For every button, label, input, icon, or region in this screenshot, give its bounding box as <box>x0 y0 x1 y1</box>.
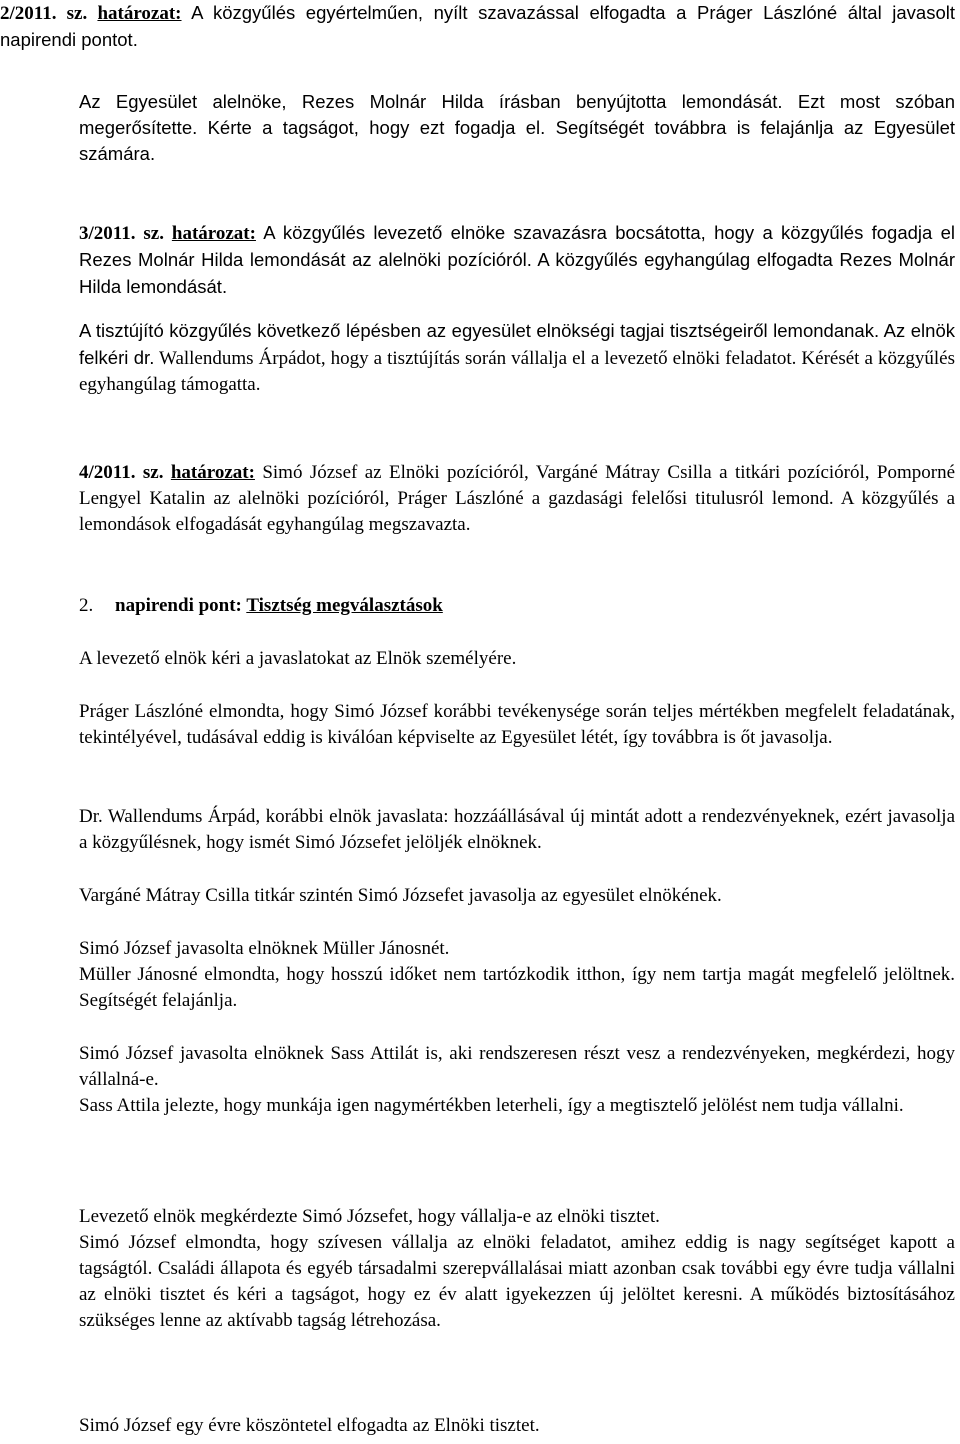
section-heading <box>79 593 443 619</box>
paragraph-text-sans: A tisztújító közgyűlés következő lépésben az egyesület elnökségi tagjai tisztségeiről lemondanak. Az elnök felkéri dr. <box>79 320 955 368</box>
section-title: Tisztség megválasztások <box>246 595 443 616</box>
resolution-number: 4/2011. sz. <box>79 462 164 483</box>
paragraph-muller-nomination: Simó József javasolta elnöknek Müller Jánosnét. <box>79 938 450 959</box>
resolution-text: Simó József az Elnöki pozícióról, Vargáné Mátray Csilla a titkári pozícióról, Pomporné Lengyel Katalin az alelnöki pozícióról, Práger Lászlóné a gazdasági felelősi titulusról lemond. A közgyűlés a lemondások elfogadását egyhangúlag megszavazta. <box>79 462 956 535</box>
section-label: napirendi pont: <box>115 595 242 616</box>
resolution-label: határozat: <box>171 223 256 244</box>
paragraph-vice-president-resignation: Az Egyesület alelnöke, Rezes Molnár Hilda írásban benyújtotta lemondását. Ezt most szóban megerősítette. Kérte a tagságot, hogy ezt fogadja el. Segítségét továbbra is felajánlja az Egyesület számára. <box>79 91 955 164</box>
section-number: 2. <box>79 595 94 616</box>
paragraph-sass-nomination: Simó József javasolta elnöknek Sass Attilát is, aki rendszeresen részt vesz a rendezvényeken, megkérdezi, hogy vállalná-e. <box>79 1043 955 1090</box>
resolution-label: határozat: <box>97 3 182 24</box>
resolution-2-2011 <box>0 0 955 54</box>
resolution-text: A közgyűlés levezető elnöke szavazásra bocsátotta, hogy a közgyűlés fogadja el Rezes Molnár Hilda lemondását az alelnöki pozícióról. A közgyűlés egyhangúlag elfogadta Rezes Molnár Hilda lemondását. <box>79 222 956 297</box>
paragraph-simo-acceptance: Simó József elmondta, hogy szívesen vállalja az elnöki feladatot, amihez eddig is nagy segítséget kapott a tagságtól. Családi állapota és egyéb társadalmi szerepvállalásai miatt azonban csak további egy évre tudja vállalni az elnöki tisztet és kéri a tagságot, hogy ez év alatt igyekezzen új jelöltet keresni. A működés biztosításához szükséges lenne az aktívabb tagság létrehozása. <box>79 1232 955 1331</box>
resolution-number: 3/2011. sz. <box>79 223 164 244</box>
paragraph-final-acceptance: Simó József egy évre köszöntetel elfogadta az Elnöki tisztet. <box>79 1415 540 1436</box>
paragraph-chair-question: Levezető elnök megkérdezte Simó Józsefet, hogy vállalja-e az elnöki tisztet. <box>79 1206 660 1227</box>
paragraph-board-resignation <box>79 318 955 398</box>
resolution-text: A közgyűlés egyértelműen, nyílt szavazással elfogadta a Práger Lászlóné által javasolt napirendi pontot. <box>0 2 956 50</box>
resolution-label: határozat: <box>170 462 255 483</box>
paragraph-wallendums-nomination: Dr. Wallendums Árpád, korábbi elnök javaslata: hozzáállásával új mintát adott a rendezvényeknek, ezért javasolja a közgyűlésnek, hogy ismét Simó Józsefet jelöljék elnöknek. <box>79 806 955 853</box>
paragraph-prager-nomination: Práger Lászlóné elmondta, hogy Simó József korábbi tevékenysége során teljes mértékben megfelelt feladatának, tekintélyével, tudásával eddig is kiválóan képviselte az Egyesület létét, így továbbra is őt javasolja. <box>79 701 955 748</box>
paragraph-text-serif: Wallendums Árpádot, hogy a tisztújítás során vállalja el a levezető elnöki feladatot. Kérését a közgyűlés egyhangúlag támogatta. <box>79 348 955 395</box>
paragraph-sass-decline: Sass Attila jelezte, hogy munkája igen nagymértékben leterheli, így a megtisztelő jelölést nem tudja vállalni. <box>79 1095 904 1116</box>
paragraph-muller-decline: Müller Jánosné elmondta, hogy hosszú időket nem tartózkodik itthon, így nem tartja magát megfelelő jelöltnek. Segítségét felajánlja. <box>79 964 955 1011</box>
paragraph-vargane-nomination: Vargáné Mátray Csilla titkár szintén Simó Józsefet javasolja az egyesület elnökének. <box>79 885 722 906</box>
resolution-4-2011 <box>79 460 955 538</box>
resolution-number: 2/2011. sz. <box>0 3 88 24</box>
resolution-3-2011 <box>79 220 955 301</box>
paragraph-call-for-nominations: A levezető elnök kéri a javaslatokat az Elnök személyére. <box>79 648 517 669</box>
